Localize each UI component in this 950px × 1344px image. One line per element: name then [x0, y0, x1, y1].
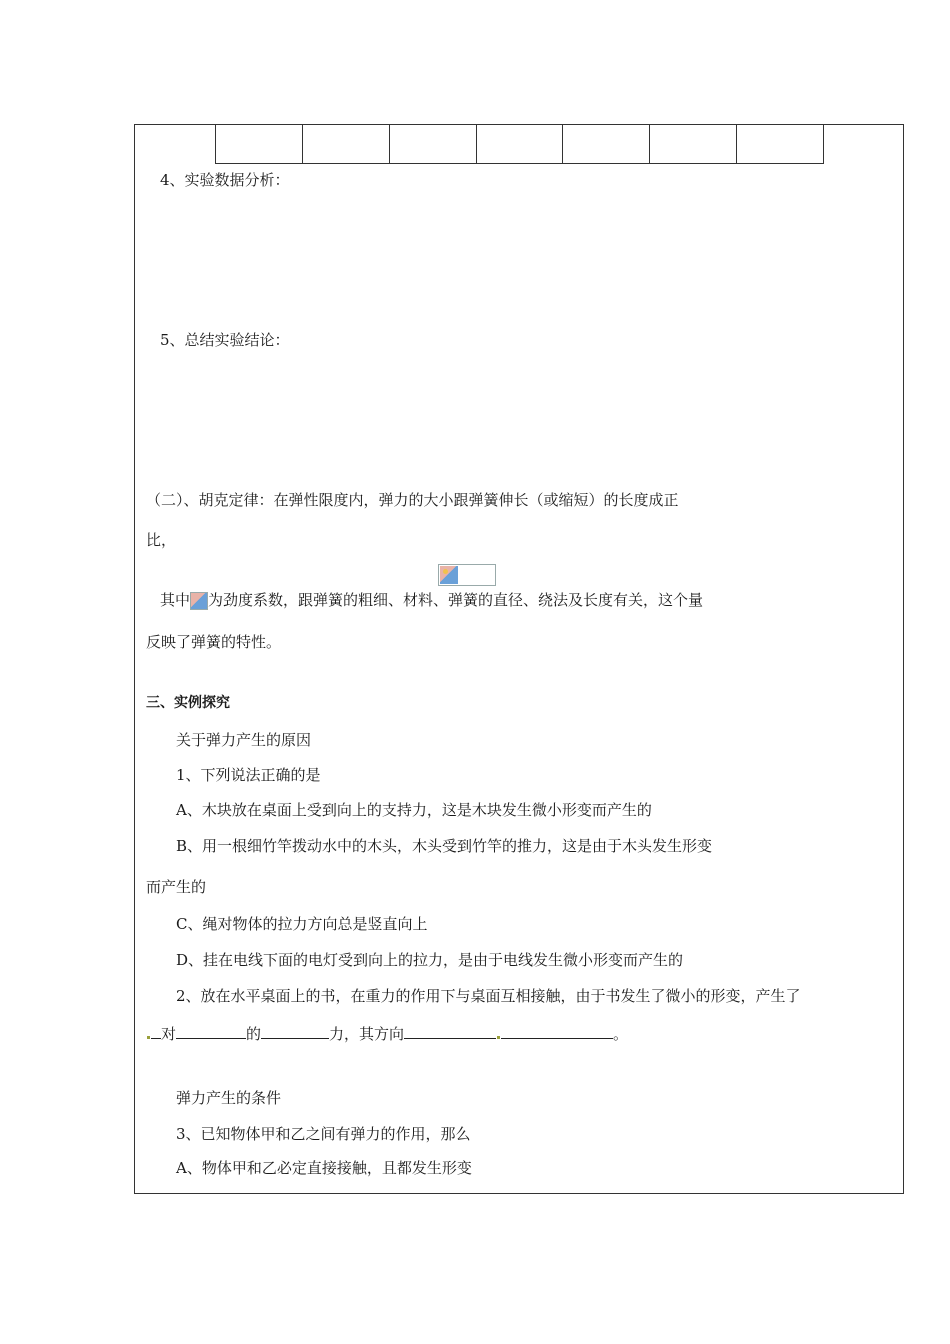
table-cell: [389, 125, 476, 164]
fill-text-end: 。: [613, 1025, 629, 1043]
question-1: 1、下列说法正确的是: [176, 766, 321, 784]
blank-1[interactable]: [151, 1024, 161, 1039]
table-cell: [216, 125, 303, 164]
item-5-conclusion: 5、总结实验结论：: [160, 331, 290, 349]
table-cell: [476, 125, 563, 164]
question-2-line1: 2、放在水平桌面上的书，在重力的作用下与桌面互相接触，由于书发生了微小的形变，产生了: [176, 987, 801, 1005]
option-1a: A、木块放在桌面上受到向上的支持力，这是木块发生微小形变而产生的: [176, 801, 652, 819]
spring-property-line: 反映了弹簧的特性。: [146, 633, 282, 651]
blank-2[interactable]: [176, 1024, 246, 1039]
spring-constant-line: [160, 590, 703, 610]
blank-4[interactable]: [404, 1024, 496, 1039]
question-3: 3、已知物体甲和乙之间有弹力的作用，那么: [176, 1125, 471, 1143]
fill-text-de: 的: [246, 1025, 262, 1043]
option-3a: A、物体甲和乙必定直接接触，且都发生形变: [176, 1159, 472, 1177]
table-cell: [737, 125, 824, 164]
option-1b-line2: 而产生的: [146, 878, 207, 896]
table-cell: [302, 125, 389, 164]
table-cell: [563, 125, 650, 164]
subheading-condition: 弹力产生的条件: [176, 1089, 282, 1107]
k-symbol-image: [190, 592, 208, 610]
fill-text-li: 力，其方向: [329, 1025, 405, 1043]
section-3-heading: 三、实例探究: [146, 695, 230, 711]
blank-3[interactable]: [261, 1024, 329, 1039]
blank-5[interactable]: [501, 1024, 613, 1039]
item-4-data-analysis: 4、实验数据分析：: [160, 171, 290, 189]
subheading-cause: 关于弹力产生的原因: [176, 731, 312, 749]
hooke-law-line2: 比，: [146, 531, 177, 549]
fill-text-dui: 对: [161, 1025, 177, 1043]
formula-image: [438, 564, 496, 586]
hooke-law-line1: （二）、胡克定律：在弹性限度内，弹力的大小跟弹簧伸长（或缩短）的长度成正: [146, 491, 679, 509]
k-suffix-text: 为劲度系数，跟弹簧的粗细、材料、弹簧的直径、绕法及长度有关，这个量: [208, 591, 704, 609]
option-1b-line1: B、用一根细竹竿拨动水中的木头，木头受到竹竿的推力，这是由于木头发生形变: [176, 837, 713, 855]
question-2-fill-line: [146, 1024, 628, 1044]
data-table: [215, 124, 824, 164]
k-prefix-text: 其中: [160, 591, 191, 609]
table-row: [216, 125, 824, 164]
table-cell: [650, 125, 737, 164]
mark-dot: [497, 1036, 500, 1039]
option-1d: D、挂在电线下面的电灯受到向上的拉力，是由于电线发生微小形变而产生的: [176, 951, 684, 969]
mark-dot: [147, 1036, 150, 1039]
option-1c: C、绳对物体的拉力方向总是竖直向上: [176, 915, 428, 933]
